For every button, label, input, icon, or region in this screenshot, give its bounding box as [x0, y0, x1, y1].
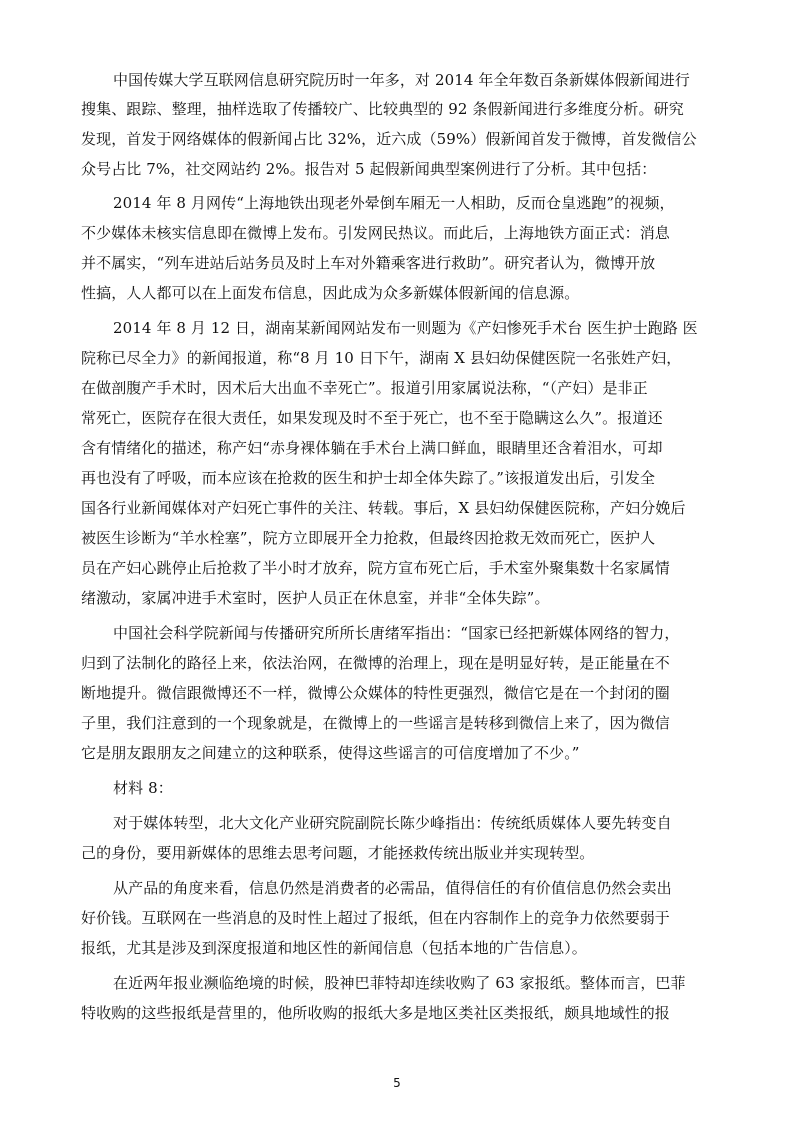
text-line: 再也没有了呼吸，而本应该在抢救的医生和护士却全体失踪了。”该报道发出后，引发全: [81, 469, 656, 487]
text-line: 并不属实，“列车进站后站务员及时上车对外籍乘客进行救助”。研究者认为，微博开放: [81, 254, 656, 272]
text-line: 2014 年 8 月网传“上海地铁出现老外晕倒车厢无一人相助，反而仓皇逃跑”的视频，: [113, 194, 675, 212]
text-line: 含有情绪化的描述，称产妇“赤身裸体躺在手术台上满口鲜血，眼睛里还含着泪水，可却: [81, 439, 663, 457]
text-line: 员在产妇心跳停止后抢救了半小时才放弃，院方宣布死亡后，手术室外聚集数十名家属情: [81, 559, 670, 577]
text-line: 院称已尽全力》的新闻报道，称“8 月 10 日下午，湖南 X 县妇幼保健医院一名张姓产妇，: [81, 349, 682, 367]
text-line: 好价钱。互联网在一些消息的及时性上超过了报纸，但在内容制作上的竞争力依然要弱于: [81, 909, 670, 927]
text-line: 归到了法制化的路径上来，依法治网，在微博的治理上，现在是明显好转，是正能量在不: [81, 654, 670, 672]
text-line: 发现，首发于网络媒体的假新闻占比 32%，近六成（59%）假新闻首发于微博，首发微信公: [81, 130, 697, 148]
text-line: 不少媒体未核实信息即在微博上发布。引发网民热议。而此后，上海地铁方面正式：消息: [81, 224, 670, 242]
text-line: 从产品的角度来看，信息仍然是消费者的必需品，值得信任的有价值信息仍然会卖出: [113, 879, 672, 897]
text-line: 搜集、跟踪、整理，抽样选取了传播较广、比较典型的 92 条假新闻进行多维度分析。研究: [81, 100, 684, 118]
text-line: 性搞，人人都可以在上面发布信息，因此成为众多新媒体假新闻的信息源。: [81, 284, 580, 302]
text-line: 国各行业新闻媒体对产妇死亡事件的关注、转载。事后，X 县妇幼保健医院称，产妇分娩后: [81, 499, 686, 517]
text-line: 中国社会科学院新闻与传播研究所所长唐绪军指出：“国家已经把新媒体网络的智力，: [113, 624, 680, 642]
text-line: 常死亡，医院存在很大责任，如果发现及时不至于死亡，也不至于隐瞒这么久”。报道还: [81, 409, 663, 427]
text-line: 在近两年报业濒临绝境的时候，股神巴菲特却连续收购了 63 家报纸。整体而言，巴菲: [113, 974, 686, 992]
text-line: 2014 年 8 月 12 日，湖南某新闻网站发布一则题为《产妇惨死手术台 医生护士跑路 医: [113, 319, 698, 337]
text-line: 对于媒体转型，北大文化产业研究院副院长陈少峰指出：传统纸质媒体人要先转变自: [113, 814, 672, 832]
page-number: 5: [393, 1076, 401, 1090]
text-line: 子里，我们注意到的一个现象就是，在微博上的一些谣言是转移到微信上来了，因为微信: [81, 714, 670, 732]
text-line: 在做剖腹产手术时，因术后大出血不幸死亡”。报道引用家属说法称，“（产妇）是非正: [81, 379, 648, 397]
text-line: 报纸，尤其是涉及到深度报道和地区性的新闻信息（包括本地的广告信息）。: [81, 939, 587, 957]
text-line: 断地提升。微信跟微博还不一样，微博公众媒体的特性更强烈，微信它是在一个封闭的圈: [81, 684, 670, 702]
text-line: 中国传媒大学互联网信息研究院历时一年多，对 2014 年全年数百条新媒体假新闻进行: [113, 71, 690, 89]
text-line: 己的身份，要用新媒体的思维去思考问题，才能拯救传统出版业并实现转型。: [81, 844, 595, 862]
text-line: 绪激动，家属冲进手术室时，医护人员正在休息室，并非“全体失踪”。: [81, 589, 550, 607]
text-line: 它是朋友跟朋友之间建立的这种联系，使得这些谣言的可信度增加了不少。”: [81, 744, 580, 762]
text-line: 材料 8：: [113, 779, 173, 797]
text-line: 众号占比 7%，社交网站约 2%。报告对 5 起假新闻典型案例进行了分析。其中包括：: [81, 160, 657, 178]
text-line: 被医生诊断为“羊水栓塞”，院方立即展开全力抢救，但最终因抢救无效而死亡，医护人: [81, 529, 656, 547]
text-line: 特收购的这些报纸是营里的，他所收购的报纸大多是地区类社区类报纸，颇具地域性的报: [81, 1004, 670, 1022]
